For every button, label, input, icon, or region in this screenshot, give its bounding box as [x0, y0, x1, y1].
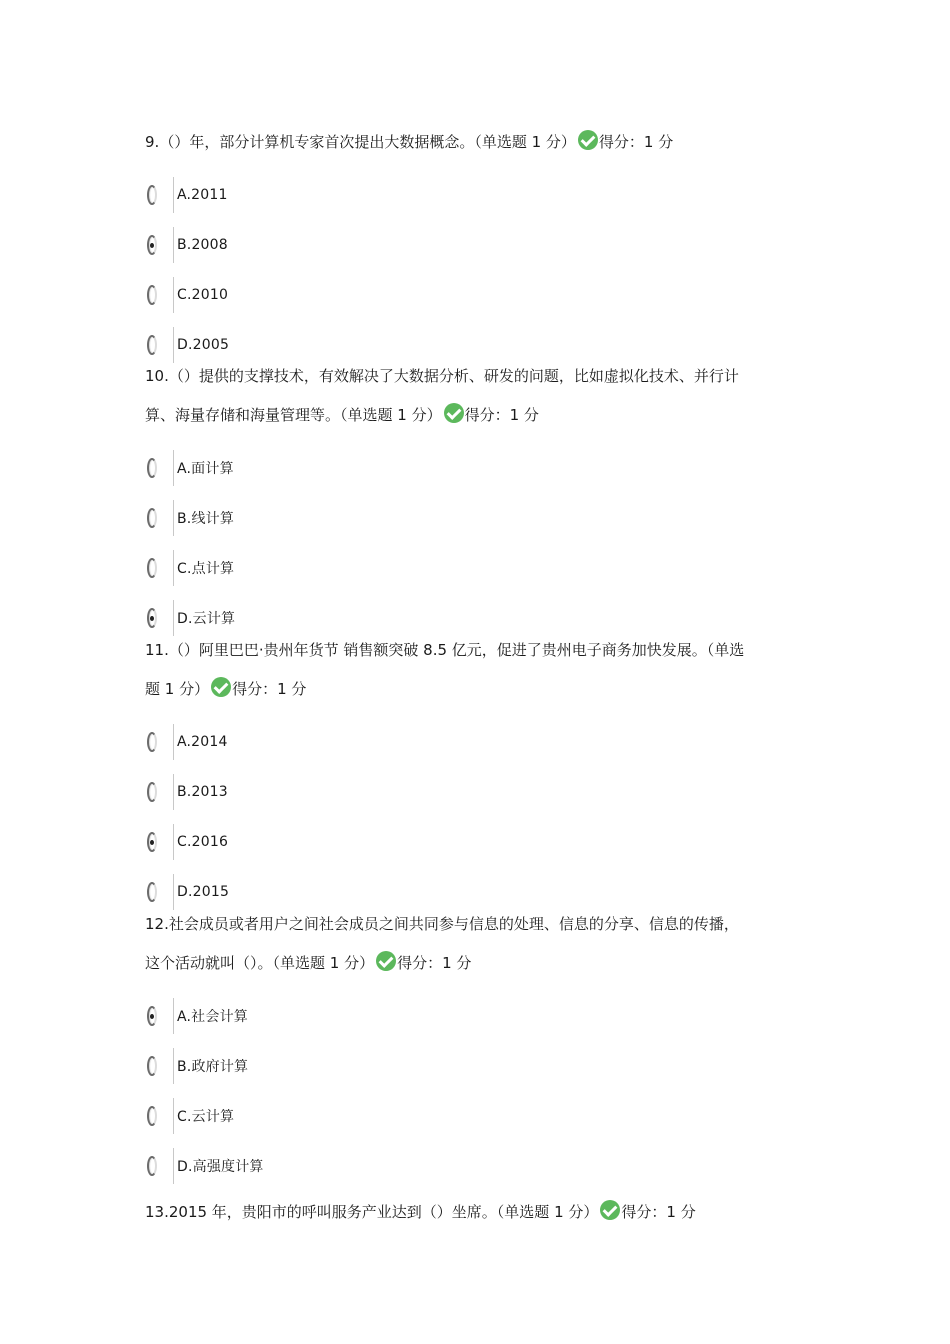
- divider: [173, 177, 174, 213]
- question-line: 这个活动就叫（）。（单选题 1 分）: [145, 954, 375, 972]
- question-line: 2015 年，贵阳市的呼叫服务产业达到（）坐席。（单选题 1 分）: [168, 1203, 599, 1221]
- question-13: [145, 1193, 815, 1232]
- radio-button-icon[interactable]: [147, 1056, 157, 1076]
- radio-button-icon[interactable]: [147, 285, 157, 305]
- question-text: [145, 670, 815, 709]
- radio-button-icon[interactable]: [147, 882, 157, 902]
- check-circle-icon: [578, 130, 598, 150]
- divider: [173, 1098, 174, 1134]
- radio-button-icon[interactable]: [147, 508, 157, 528]
- radio-button-icon[interactable]: [147, 1156, 157, 1176]
- question-text: [145, 123, 815, 162]
- divider: [173, 998, 174, 1034]
- question-text: [145, 1193, 815, 1232]
- check-circle-icon: [444, 403, 464, 423]
- question-number: 9.: [145, 133, 160, 151]
- option-9-c[interactable]: [145, 277, 228, 313]
- question-line: （）年，部分计算机专家首次提出大数据概念。（单选题 1 分）: [159, 133, 576, 151]
- score-text: 得分：1 分: [464, 406, 539, 424]
- option-10-a[interactable]: [145, 450, 234, 486]
- option-label: C.2016: [177, 834, 229, 850]
- radio-button-icon[interactable]: [147, 185, 157, 205]
- question-text: [145, 357, 815, 396]
- question-text: [145, 631, 815, 670]
- option-label: C.云计算: [177, 1109, 235, 1125]
- divider: [173, 277, 174, 313]
- radio-button-icon[interactable]: [147, 1106, 157, 1126]
- question-number: 13.: [145, 1203, 169, 1221]
- radio-button-icon[interactable]: [147, 1006, 157, 1026]
- option-label: A.2011: [177, 187, 228, 203]
- option-12-d[interactable]: [145, 1148, 264, 1184]
- option-label: A.2014: [177, 734, 228, 750]
- divider: [173, 450, 174, 486]
- divider: [173, 824, 174, 860]
- question-text: [145, 396, 815, 435]
- divider: [173, 724, 174, 760]
- option-label: C.2010: [177, 287, 229, 303]
- radio-button-icon[interactable]: [147, 558, 157, 578]
- option-label: A.社会计算: [177, 1009, 248, 1025]
- question-10: [145, 357, 815, 435]
- divider: [173, 550, 174, 586]
- score-text: 得分：1 分: [598, 133, 674, 151]
- option-10-c[interactable]: [145, 550, 234, 586]
- radio-button-icon[interactable]: [147, 335, 157, 355]
- question-text: [145, 905, 815, 944]
- option-label: D.2005: [177, 337, 230, 353]
- check-circle-icon: [600, 1200, 620, 1220]
- option-label: D.2015: [177, 884, 230, 900]
- question-line: 算、海量存储和海量管理等。（单选题 1 分）: [145, 406, 442, 424]
- option-11-a[interactable]: [145, 724, 228, 760]
- question-number: 11.: [145, 641, 169, 659]
- score-text: 得分：1 分: [621, 1203, 696, 1221]
- question-9: [145, 123, 815, 162]
- score-text: 得分：1 分: [397, 954, 472, 972]
- question-line: （）提供的支撑技术，有效解决了大数据分析、研发的问题，比如虚拟化技术、并行计: [168, 367, 739, 385]
- radio-button-icon[interactable]: [147, 458, 157, 478]
- option-label: B.线计算: [177, 511, 235, 527]
- question-line: 社会成员或者用户之间社会成员之间共同参与信息的处理、信息的分享、信息的传播，: [168, 915, 739, 933]
- option-10-b[interactable]: [145, 500, 234, 536]
- option-label: D.云计算: [177, 611, 236, 627]
- radio-button-icon[interactable]: [147, 832, 157, 852]
- score-text: 得分：1 分: [232, 680, 307, 698]
- option-9-b[interactable]: [145, 227, 228, 263]
- divider: [173, 774, 174, 810]
- question-number: 12.: [145, 915, 169, 933]
- question-text: [145, 944, 815, 983]
- option-11-b[interactable]: [145, 774, 228, 810]
- option-label: A.面计算: [177, 461, 234, 477]
- option-label: B.2013: [177, 784, 228, 800]
- divider: [173, 1048, 174, 1084]
- divider: [173, 227, 174, 263]
- option-label: D.高强度计算: [177, 1159, 264, 1175]
- question-line: （）阿里巴巴·贵州年货节 销售额突破 8.5 亿元，促进了贵州电子商务加快发展。（单选: [168, 641, 745, 659]
- check-circle-icon: [376, 951, 396, 971]
- option-label: B.2008: [177, 237, 228, 253]
- option-12-b[interactable]: [145, 1048, 248, 1084]
- radio-button-icon[interactable]: [147, 608, 157, 628]
- radio-button-icon[interactable]: [147, 235, 157, 255]
- check-circle-icon: [211, 677, 231, 697]
- option-label: C.点计算: [177, 561, 235, 577]
- question-number: 10.: [145, 367, 169, 385]
- divider: [173, 500, 174, 536]
- radio-button-icon[interactable]: [147, 782, 157, 802]
- option-12-c[interactable]: [145, 1098, 234, 1134]
- question-12: [145, 905, 815, 983]
- option-12-a[interactable]: [145, 998, 248, 1034]
- question-line: 题 1 分）: [145, 680, 210, 698]
- question-11: [145, 631, 815, 709]
- option-9-a[interactable]: [145, 177, 228, 213]
- option-11-c[interactable]: [145, 824, 228, 860]
- option-label: B.政府计算: [177, 1059, 249, 1075]
- divider: [173, 1148, 174, 1184]
- radio-button-icon[interactable]: [147, 732, 157, 752]
